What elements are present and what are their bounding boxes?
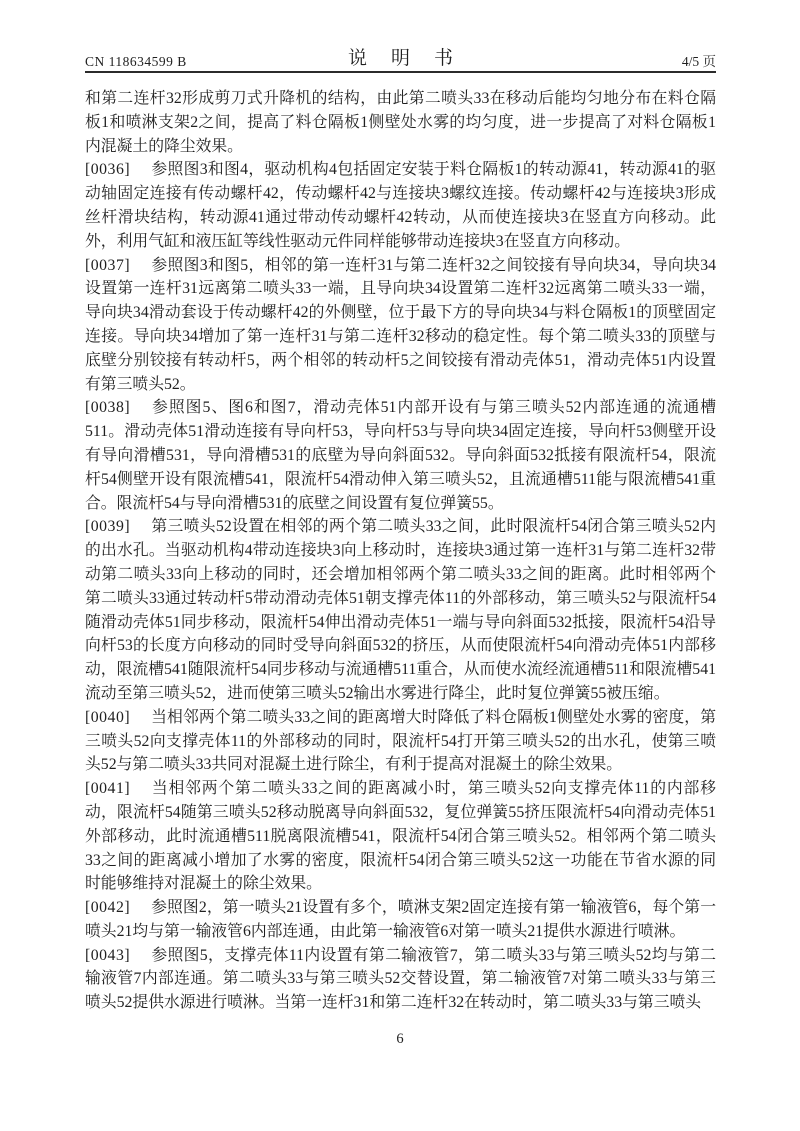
page-number: 6 (396, 1031, 404, 1047)
paragraph-0040 (85, 706, 716, 777)
header-divider (85, 71, 716, 73)
paragraph-text: 参照图5、图6和图7，滑动壳体51内部开设有与第三喷头52内部连通的流通槽511。滑动壳体51滑动连接有导向杆53，导向杆53与导向块34固定连接，导向杆53侧壁开设有导向滑槽531，导向滑槽531的底壁为导向斜面532。导向斜面532抵接有限流杆54，限流杆54侧壁开设有限流槽541，限流杆54滑动伸入第三喷头52，且流通槽511能与限流槽541重合。限流杆54与导向滑槽531的底壁之间设置有复位弹簧55。 (85, 399, 716, 512)
paragraph-number: [0043] (85, 946, 131, 964)
paragraph-number: [0036] (85, 161, 131, 179)
paragraph-text: 参照图2，第一喷头21设置有多个，喷淋支架2固定连接有第一输液管6，每个第一喷头21均与第一输液管6内部连通，由此第一输液管6对第一喷头21提供水源进行喷淋。 (85, 899, 716, 940)
paragraph-0042 (85, 896, 716, 944)
paragraph-number: [0039] (85, 518, 131, 536)
paragraph-text: 当相邻两个第二喷头33之间的距离增大时降低了料仓隔板1侧壁处水雾的密度，第三喷头52向支撑壳体11的外部移动的同时，限流杆54打开第三喷头52的出水孔，使第三喷头52与第二喷头33共同对混凝土进行除尘，有利于提高对混凝土的除尘效果。 (85, 708, 716, 774)
paragraph-0038 (85, 396, 716, 515)
paragraph-number: [0038] (85, 399, 131, 417)
paragraph-text: 当相邻两个第二喷头33之间的距离减小时，第三喷头52向支撑壳体11的内部移动，限流杆54随第三喷头52移动脱离导向斜面532，复位弹簧55挤压限流杆54向滑动壳体51外部移动，此时流通槽511脱离限流槽541，限流杆54闭合第三喷头52。相邻两个第二喷头33之间的距离减小增加了水雾的密度，限流杆54闭合第三喷头52这一功能在节省水源的同时能够维持对混凝土的除尘效果。 (85, 780, 716, 893)
document-number: CN 118634599 B (85, 54, 187, 69)
page-footer (0, 1031, 800, 1048)
paragraph-0039 (85, 515, 716, 705)
paragraph-number: [0041] (85, 780, 131, 798)
paragraph-continued (85, 87, 716, 158)
page-indicator: 4/5 页 (681, 54, 716, 69)
paragraph-number: [0037] (85, 256, 131, 274)
document-title: 说明书 (347, 48, 477, 69)
paragraph-0036 (85, 158, 716, 253)
paragraph-text: 第三喷头52设置在相邻的两个第二喷头33之间，此时限流杆54闭合第三喷头52内的出水孔。当驱动机构4带动连接块3向上移动时，连接块3通过第一连杆31与第二连杆32带动第二喷头33向上移动的同时，还会增加相邻两个第二喷头33之间的距离。此时相邻两个第二喷头33通过转动杆5带动滑动壳体51朝支撑壳体11的外部移动，第三喷头52与限流杆54随滑动壳体51同步移动，限流杆54伸出滑动壳体51一端与导向斜面532抵接，限流杆54沿导向杆53的长度方向移动的同时受导向斜面532的挤压，从而使限流杆54向滑动壳体51内部移动，限流槽541随限流杆54同步移动与流通槽511重合，从而使水流经流通槽511和限流槽541流动至第三喷头52，进而使第三喷头52输出水雾进行降尘，此时复位弹簧55被压缩。 (85, 518, 716, 702)
paragraph-number: [0040] (85, 708, 131, 726)
paragraph-text: 参照图3和图5，相邻的第一连杆31与第二连杆32之间铰接有导向块34，导向块34设置第一连杆31远离第二喷头33一端，且导向块34设置第二连杆32远离第二喷头33一端，导向块34滑动套设于传动螺杆42的外侧壁，位于最下方的导向块34与料仓隔板1的顶壁固定连接。导向块34增加了第一连杆31与第二连杆32移动的稳定性。每个第二喷头33的顶壁与底壁分别铰接有转动杆5，两个相邻的转动杆5之间铰接有滑动壳体51，滑动壳体51内设置有第三喷头52。 (85, 256, 716, 393)
page-header (85, 46, 716, 70)
specification-body (85, 87, 716, 1015)
paragraph-text: 参照图3和图4，驱动机构4包括固定安装于料仓隔板1的转动源41，转动源41的驱动轴固定连接有传动螺杆42，传动螺杆42与连接块3螺纹连接。传动螺杆42与连接块3形成丝杆滑块结构，转动源41通过带动传动螺杆42转动，从而使连接块3在竖直方向移动。此外，利用气缸和液压缸等线性驱动元件同样能够带动连接块3在竖直方向移动。 (85, 161, 716, 250)
paragraph-text: 参照图5，支撑壳体11内设置有第二输液管7，第二喷头33与第三喷头52均与第二输液管7内部连通。第二喷头33与第三喷头52交替设置，第二输液管7对第二喷头33与第三喷头52提供水源进行喷淋。当第一连杆31和第二连杆32在转动时，第二喷头33与第三喷头 (85, 946, 716, 1012)
paragraph-number: [0042] (85, 899, 131, 917)
paragraph-0037 (85, 254, 716, 397)
paragraph-text: 和第二连杆32形成剪刀式升降机的结构，由此第二喷头33在移动后能均匀地分布在料仓隔板1和喷淋支架2之间，提高了料仓隔板1侧壁处水雾的均匀度，进一步提高了对料仓隔板1内混凝土的降尘效果。 (85, 90, 716, 155)
paragraph-0041 (85, 777, 716, 896)
paragraph-0043 (85, 944, 716, 1015)
